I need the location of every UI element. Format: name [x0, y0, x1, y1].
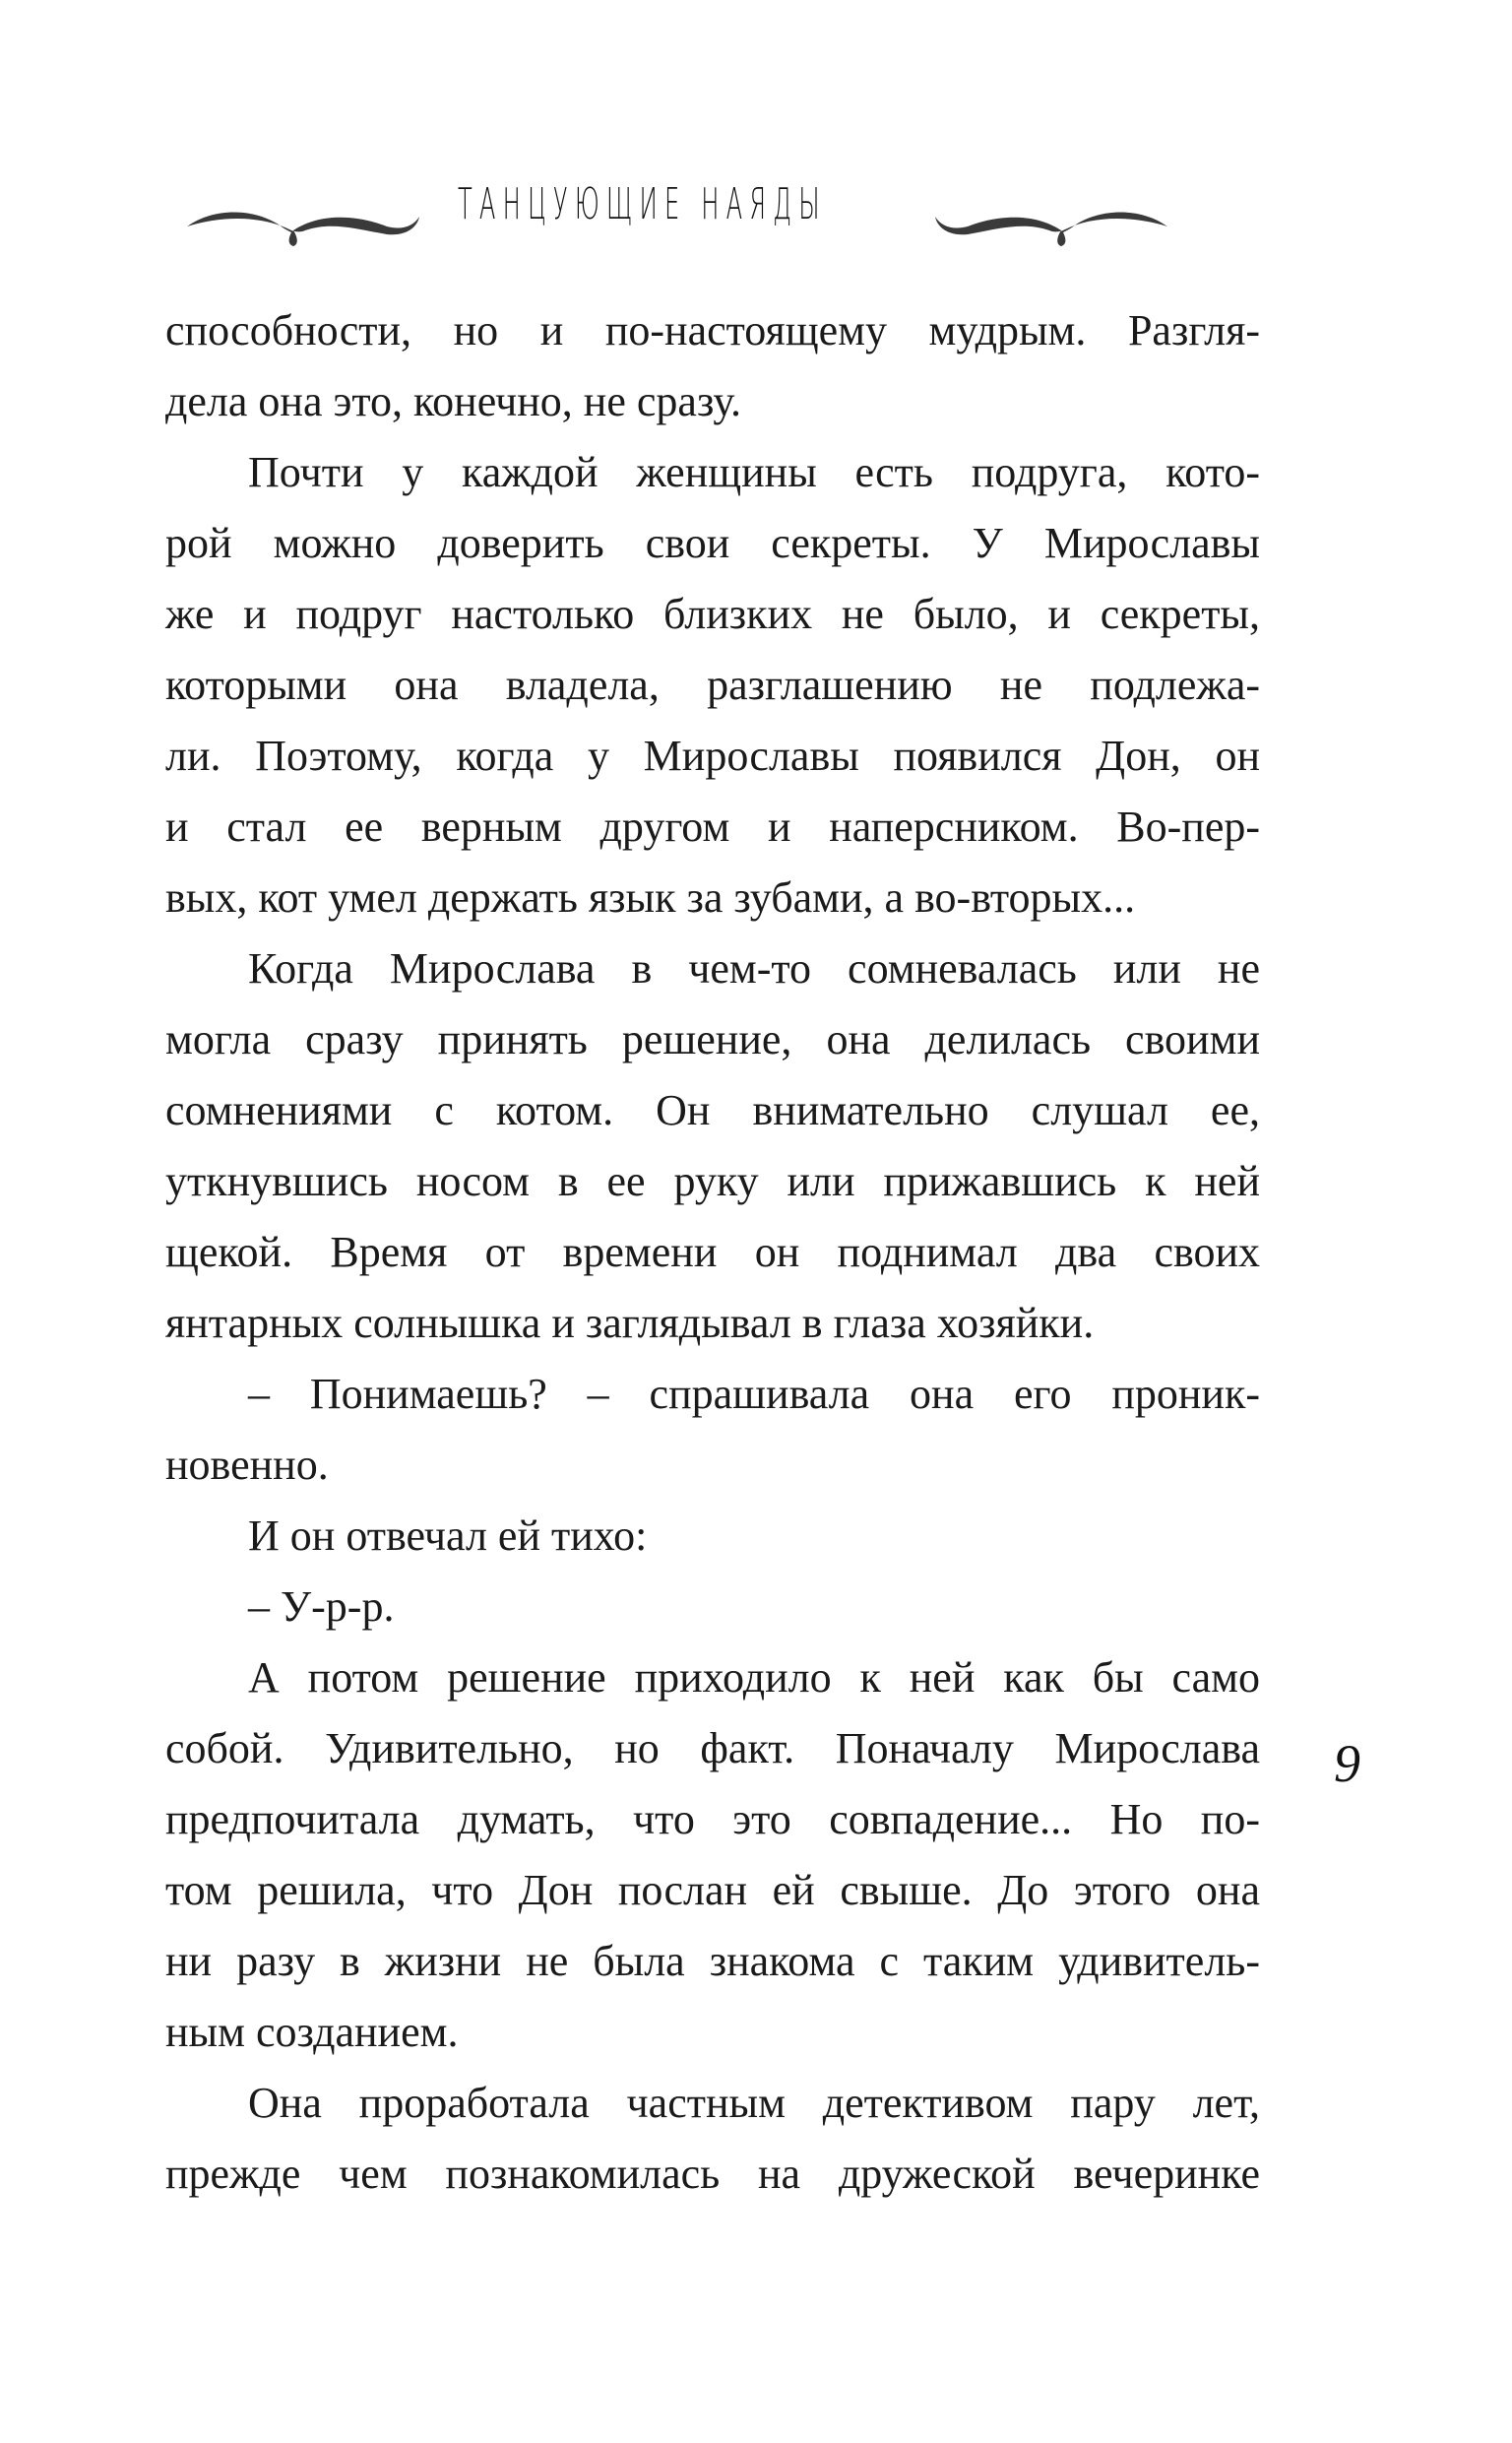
text-line: же и подруг настолько близких не было, и секреты,	[165, 590, 1260, 638]
text-line: предпочитала думать, что это совпадение... Но по-	[165, 1795, 1260, 1843]
text-line: могла сразу принять решение, она делилась своими	[165, 1015, 1260, 1063]
text-line: ным созданием.	[165, 2008, 459, 2056]
text-line: прежде чем познакомилась на дружеской вечеринке	[165, 2150, 1260, 2198]
running-head-title: ТАНЦУЮЩИЕ НАЯДЫ	[458, 179, 827, 229]
running-head	[0, 177, 1512, 246]
text-line: янтарных солнышка и заглядывал в глаза хозяйки.	[165, 1299, 1095, 1347]
text-line: и стал ее верным другом и наперсником. Во-пер-	[165, 803, 1260, 851]
text-line: уткнувшись носом в ее руку или прижавшись к ней	[165, 1157, 1260, 1205]
text-line: которыми она владела, разглашению не подлежа-	[165, 661, 1260, 709]
text-line: Она проработала частным детективом пару лет,	[248, 2079, 1260, 2127]
text-line: сомнениями с котом. Он внимательно слушал ее,	[165, 1086, 1260, 1134]
text-line: вых, кот умел держать язык за зубами, а во-вторых...	[165, 873, 1136, 922]
text-line: ли. Поэтому, когда у Мирославы появился Дон, он	[165, 732, 1260, 780]
text-line: новенно.	[165, 1441, 329, 1489]
text-line: А потом решение приходило к ней как бы само	[248, 1653, 1260, 1702]
text-line: ни разу в жизни не была знакома с таким удивитель-	[165, 1937, 1260, 1985]
text-line: Когда Мирослава в чем-то сомневалась или не	[248, 944, 1260, 993]
text-line: дела она это, конечно, не сразу.	[165, 377, 741, 425]
text-line: И он отвечал ей тихо:	[248, 1511, 648, 1560]
text-line: щекой. Время от времени он поднимал два своих	[165, 1228, 1260, 1276]
body-text	[165, 295, 1260, 2210]
text-line: том решила, что Дон послан ей свыше. До этого она	[165, 1866, 1260, 1914]
text-line: собой. Удивительно, но факт. Поначалу Мирослава	[165, 1724, 1260, 1772]
text-line: Почти у каждой женщины есть подруга, кото-	[248, 448, 1260, 496]
page-number: 9	[1334, 1734, 1360, 1793]
flourish-ornament-right-icon	[933, 197, 1169, 246]
flourish-ornament-left-icon	[185, 197, 421, 246]
text-line: рой можно доверить свои секреты. У Мирославы	[165, 519, 1260, 567]
text-line: – Понимаешь? – спрашивала она его проник-	[248, 1370, 1260, 1418]
text-line: – У-р-р.	[248, 1582, 395, 1631]
text-line: способности, но и по-настоящему мудрым. Разгля-	[165, 306, 1260, 354]
